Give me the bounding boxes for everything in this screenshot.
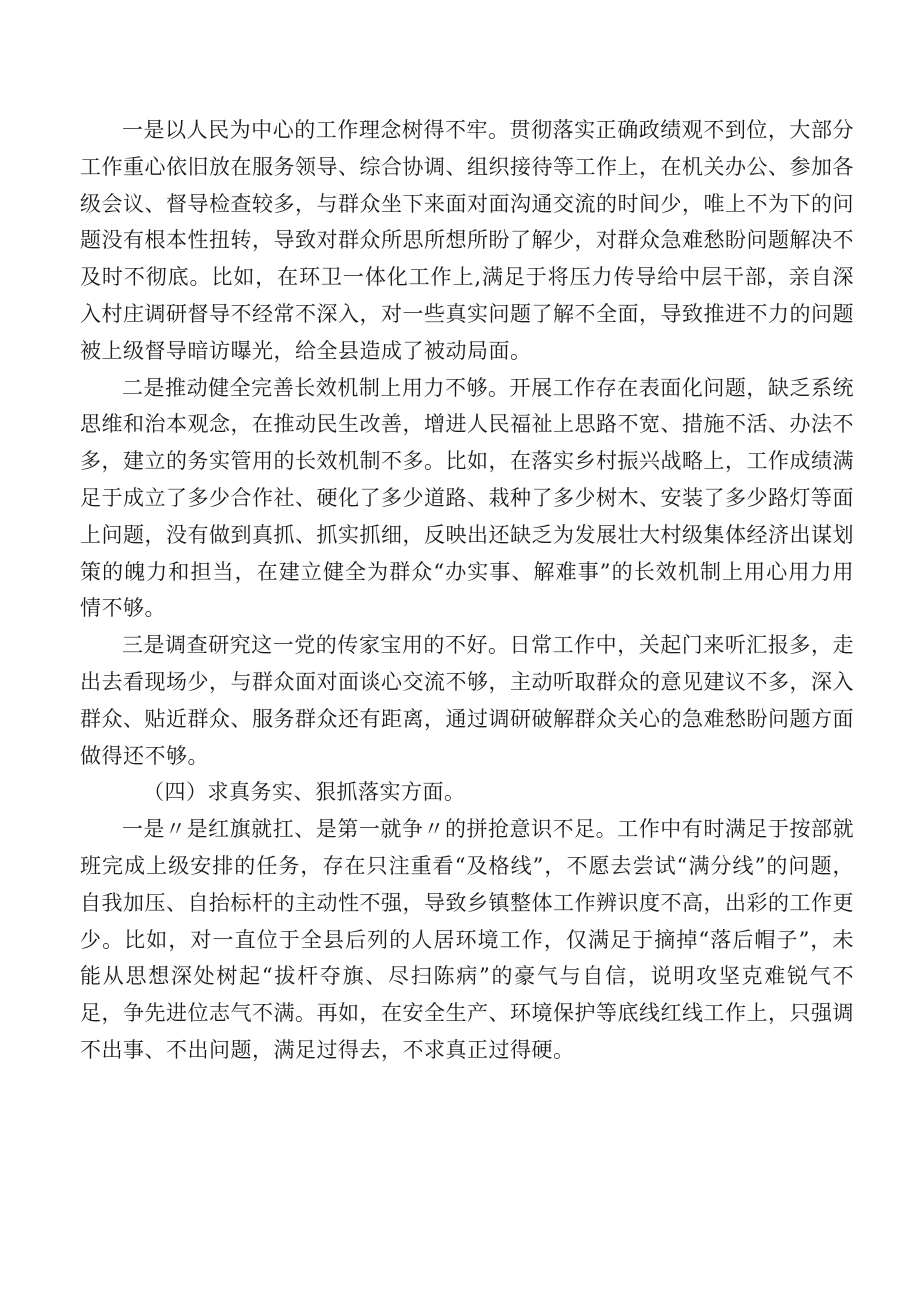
paragraph-investigation-research: 三是调查研究这一党的传家宝用的不好。日常工作中，关起门来听汇报多，走出去看现场少，与群众面对面谈心交流不够，主动听取群众的意见建议不多，深入群众、贴近群众、服务群众还有距离，通过调研破解群众关心的急难愁盼问题方面做得还不够。 [80, 633, 854, 768]
section-heading: （四）求真务实、狠抓落实方面。 [143, 780, 466, 805]
paragraph-competitive-spirit: 一是〃是红旗就扛、是第一就争〃的拼抢意识不足。工作中有时满足于按部就班完成上级安排的任务，存在只注重看“及格线”，不愿去尝试“满分线”的问题，自我加压、自抬标杆的主动性不强，导致乡镇整体工作辨识度不高，出彩的工作更少。比如，对一直位于全县后列的人居环境工作，仅满足于摘掉“落后帽子”，未能从思想深处树起“拔杆夺旗、尽扫陈病”的豪气与自信，说明攻坚克难锐气不足，争先进位志气不满。再如，在安全生产、环境保护等底线红线工作上，只强调不出事、不出问题，满足过得去，不求真正过得硬。 [80, 817, 854, 1062]
paragraph-long-term-mechanism: 二是推动健全完善长效机制上用力不够。开展工作存在表面化问题，缺乏系统思维和治本观念，在推动民生改善，增进人民福祉上思路不宽、措施不活、办法不多，建立的务实管用的长效机制不多。比如，在落实乡村振兴战略上，工作成绩满足于成立了多少合作社、硬化了多少道路、栽种了多少树木、安装了多少路灯等面上问题，没有做到真抓、抓实抓细，反映出还缺乏为发展壮大村级集体经济出谋划策的魄力和担当，在建立健全为群众“办实事、解难事”的长效机制上用心用力用情不够。 [80, 375, 854, 621]
document-body [80, 112, 854, 1069]
paragraph-people-centered: 一是以人民为中心的工作理念树得不牢。贯彻落实正确政绩观不到位，大部分工作重心依旧放在服务领导、综合协调、组织接待等工作上，在机关办公、参加各级会议、督导检查较多，与群众坐下来面对面沟通交流的时间少，唯上不为下的问题没有根本性扭转，导致对群众所思所想所盼了解少，对群众急难愁盼问题解决不及时不彻底。比如，在环卫一体化工作上,满足于将压力传导给中层干部，亲自深入村庄调研督导不经常不深入，对一些真实问题了解不全面，导致推进不力的问题被上级督导暗访曝光，给全县造成了被动局面。 [80, 118, 854, 363]
